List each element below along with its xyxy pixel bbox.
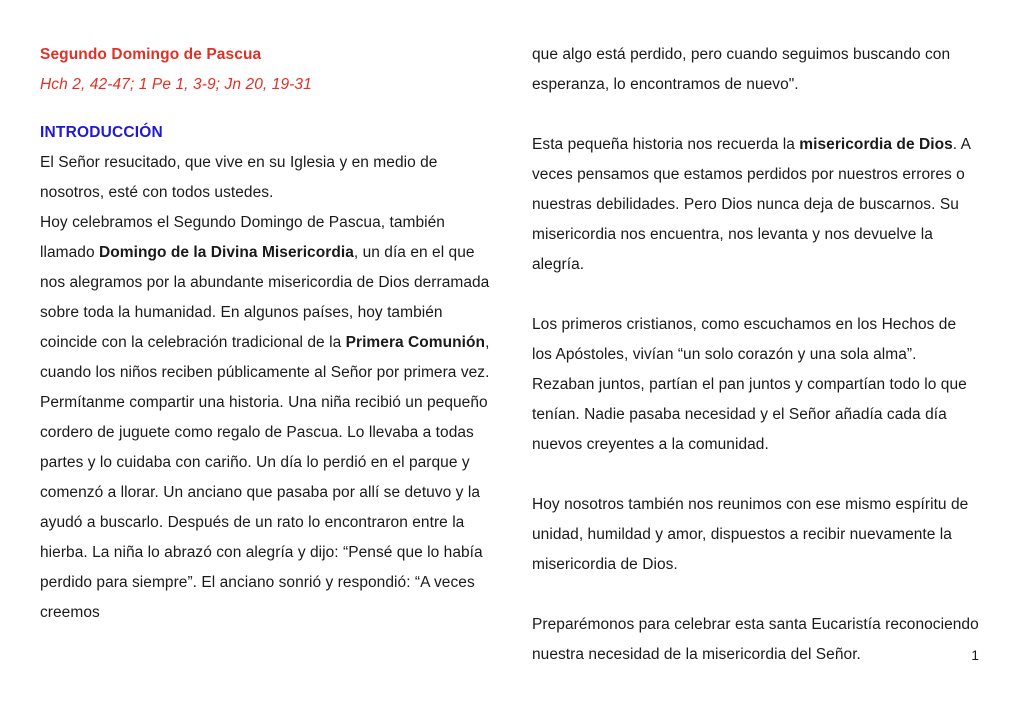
right-column-body [532, 40, 980, 670]
body-text: Esta pequeña historia nos recuerda la [532, 136, 800, 153]
document-title: Segundo Domingo de Pascua [40, 46, 262, 63]
paragraph-story [40, 388, 496, 628]
right-column [532, 40, 980, 670]
emphasis-text: Primera Comunión [345, 334, 486, 351]
paragraph-eucharist-preparation [532, 610, 980, 670]
section-heading-introduccion: INTRODUCCIÓN [40, 124, 163, 141]
emphasis-text: misericordia de Dios [799, 136, 953, 153]
left-column [40, 40, 496, 628]
scripture-reference: Hch 2, 42-47; 1 Pe 1, 3-9; Jn 20, 19-31 [40, 76, 312, 93]
body-text: , cuando los niños reciben públicamente al Señor por primera vez. [40, 334, 490, 381]
paragraph-greeting [40, 148, 496, 208]
body-text: Hoy celebramos el Segundo Domingo de Pascua, también llamado [40, 214, 445, 261]
paragraph-reflection-mercy [532, 130, 980, 280]
body-text: , un día en el que nos alegramos por la abundante misericordia de Dios derramada sobre toda la humanidad. En algunos países, hoy también coincide con la celebración tradicional de la [40, 244, 490, 351]
body-text: que algo está perdido, pero cuando seguimos buscando con esperanza, lo encontramos de nuevo". [532, 46, 951, 93]
body-text: Preparémonos para celebrar esta santa Eucaristía reconociendo nuestra necesidad de la misericordia del Señor. [532, 616, 979, 663]
left-column-body [40, 148, 496, 628]
paragraph-today-gathering [532, 490, 980, 580]
body-text: El Señor resucitado, que vive en su Iglesia y en medio de nosotros, esté con todos ustedes. [40, 154, 438, 201]
paragraph-story-continued [532, 40, 980, 100]
emphasis-text: Domingo de la Divina Misericordia [99, 244, 354, 261]
page-number: 1 [971, 647, 979, 663]
body-text: Hoy nosotros también nos reunimos con ese mismo espíritu de unidad, humildad y amor, dispuestos a recibir nuevamente la misericordia de Dios. [532, 496, 969, 573]
body-text: Los primeros cristianos, como escuchamos en los Hechos de los Apóstoles, vivían “un solo corazón y una sola alma”. Rezaban juntos, partían el pan juntos y compartían todo lo que tenían. Nadie pasaba necesidad y el Señor añadía cada día nuevos creyentes a la comunidad. [532, 316, 967, 453]
paragraph-first-christians [532, 310, 980, 460]
paragraph-celebration [40, 208, 496, 388]
body-text: . A veces pensamos que estamos perdidos por nuestros errores o nuestras debilidades. Pero Dios nunca deja de buscarnos. Su misericordia nos encuentra, nos levanta y nos devuelve la alegría. [532, 136, 971, 273]
body-text: Permítanme compartir una historia. Una niña recibió un pequeño cordero de juguete como regalo de Pascua. Lo llevaba a todas partes y lo cuidaba con cariño. Un día lo perdió en el parque y comenzó a llorar. Un anciano que pasaba por allí se detuvo y la ayudó a buscarlo. Después de un rato lo encontraron entre la hierba. La niña lo abrazó con alegría y dijo: “Pensé que lo había perdido para siempre”. El anciano sonrió y respondió: “A veces creemos [40, 394, 488, 621]
